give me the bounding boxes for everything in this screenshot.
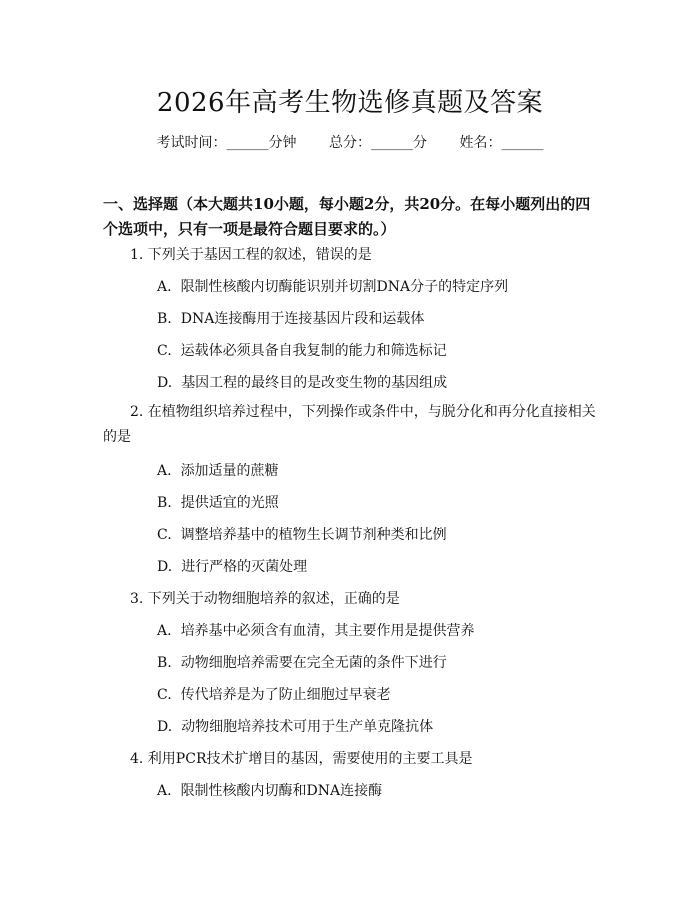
question-stem: 4. 利用PCR技术扩增目的基因，需要使用的主要工具是 [130,751,473,767]
option-a [157,780,597,800]
option-letter: A. [157,279,172,295]
option-letter: A. [157,463,172,479]
option-b [157,308,597,328]
option-c [157,340,597,360]
option-text: 动物细胞培养需要在完全无菌的条件下进行 [180,655,447,671]
option-letter: A. [157,623,172,639]
option-letter: C. [157,343,172,359]
option-text: DNA连接酶用于连接基因片段和运载体 [180,311,425,327]
option-letter: D. [157,375,173,391]
option-letter: A. [157,783,172,799]
option-d [157,716,597,736]
option-text: 添加适量的蔗糖 [180,463,279,479]
option-b [157,492,597,512]
option-text: 进行严格的灭菌处理 [181,559,308,575]
option-a [157,460,597,480]
option-text: 提供适宜的光照 [180,495,279,511]
option-text: 运载体必须具备自我复制的能力和筛选标记 [180,343,447,359]
question-stem: 3. 下列关于动物细胞培养的叙述，正确的是 [130,591,400,607]
option-text: 传代培养是为了防止细胞过早衰老 [180,687,391,703]
exam-meta [0,132,700,152]
student-name-field: 姓名：______ [459,135,544,151]
option-a [157,276,597,296]
option-c [157,684,597,704]
option-letter: B. [157,495,172,511]
option-a [157,620,597,640]
question-stem: 1. 下列关于基因工程的叙述，错误的是 [130,247,372,263]
option-text: 培养基中必须含有血清，其主要作用是提供营养 [180,623,475,639]
option-text: 限制性核酸内切酶能识别并切割DNA分子的特定序列 [180,279,509,295]
option-letter: D. [157,559,173,575]
option-c [157,524,597,544]
option-text: 调整培养基中的植物生长调节剂种类和比例 [180,527,447,543]
section-heading: 一、选择题（本大题共10小题，每小题2分，共20分。在每小题列出的四个选项中，只有一项是最符合题目要求的。） [103,195,591,238]
option-letter: B. [157,655,172,671]
total-score-field: 总分：______分 [329,135,427,151]
option-text: 限制性核酸内切酶和DNA连接酶 [180,783,383,799]
option-d [157,556,597,576]
exam-time-field: 考试时间：______分钟 [156,135,297,151]
option-letter: D. [157,719,173,735]
option-b [157,652,597,672]
option-text: 动物细胞培养技术可用于生产单克隆抗体 [181,719,434,735]
option-text: 基因工程的最终目的是改变生物的基因组成 [181,375,448,391]
page-title: 2026年高考生物选修真题及答案 [156,88,544,118]
option-letter: B. [157,311,172,327]
question-stem: 2. 在植物组织培养过程中，下列操作或条件中，与脱分化和再分化直接相关的是 [103,404,596,445]
option-d [157,372,597,392]
option-letter: C. [157,527,172,543]
option-letter: C. [157,687,172,703]
